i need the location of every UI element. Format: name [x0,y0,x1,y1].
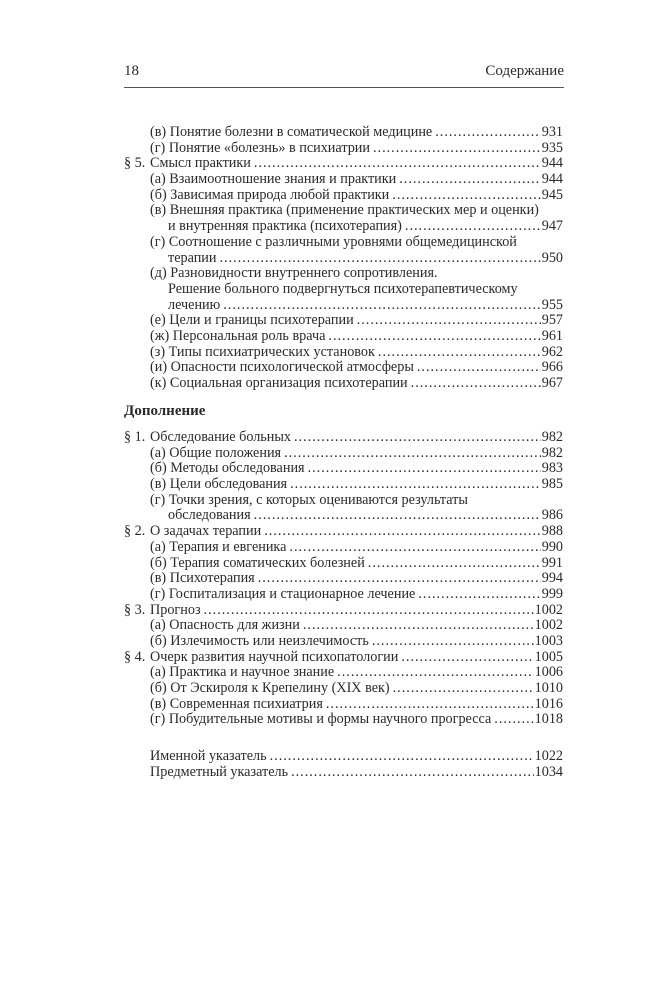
entry-title: (е) Цели и границы психотерапии [150,312,354,329]
entry-title: Предметный указатель [150,763,289,780]
page-ref: 983 [541,460,563,477]
dot-leader [223,298,540,314]
entry-title: (г) Госпитализация и стационарное лечение [150,585,416,602]
dot-leader [258,571,541,587]
dot-leader [393,681,534,697]
entry-title: (б) Методы обследования [150,460,305,477]
toc-entry[interactable] [124,360,563,376]
page-ref: 950 [541,249,563,266]
page-ref: 957 [541,312,563,329]
entry-title: (б) Излечимость или неизлечимость [150,632,369,649]
entry-title: (б) Зависимая природа любой практики [150,186,390,203]
page-ref: 994 [541,570,563,587]
entry-title: (а) Опасность для жизни [150,617,300,634]
page-ref: 962 [541,343,563,360]
page-ref: 985 [541,476,563,493]
toc-entry[interactable] [124,430,563,446]
dot-leader [328,329,540,345]
toc-entry[interactable] [124,524,563,540]
page-ref: 1022 [534,748,563,764]
page-ref: 1018 [534,711,563,728]
toc-entry[interactable] [124,634,563,650]
toc-entry[interactable] [124,587,563,603]
page-ref: 991 [541,554,563,571]
toc-entry[interactable] [124,571,563,587]
entry-title: лечению [168,296,221,313]
entry-title: и внутренняя практика (психотерапия) [168,218,402,235]
running-header [124,63,564,88]
page-ref: 931 [541,124,563,140]
toc-entry[interactable] [124,749,563,765]
toc-entry[interactable] [124,477,563,493]
dot-leader [435,125,540,141]
section-number: § 3. [124,601,146,618]
entry-title: (ж) Персональная роль врача [150,327,326,344]
dot-leader [418,587,540,603]
entry-title: Именной указатель [150,748,267,764]
section-number: § 5. [124,155,146,172]
dot-leader [411,376,541,392]
page-ref: 982 [541,429,563,445]
dot-leader [494,712,533,728]
page-ref: 1010 [534,680,563,696]
dot-leader [264,524,541,540]
entry-title: (и) Опасности психологической атмосферы [150,359,414,376]
entry-title: (г) Побудительные мотивы и формы научного прогресса [150,711,492,728]
dot-leader [401,650,533,666]
dot-leader [254,156,541,172]
page-ref: 945 [541,186,563,203]
dot-leader [308,461,541,477]
entry-title: (в) Цели обследования [150,476,288,493]
entry-title: (к) Социальная организация психотерапии [150,375,408,391]
page-ref: 1002 [534,601,563,618]
entry-title: (в) Современная психиатрия [150,695,323,712]
appendix-heading: Дополнение [124,403,206,419]
toc-entry[interactable] [124,313,563,329]
toc-entry[interactable] [124,141,563,157]
entry-title: (б) Терапия соматических болезней [150,554,365,571]
dot-leader [326,697,534,713]
entry-title: (а) Практика и научное знание [150,664,335,681]
entry-title: (з) Типы психиатрических установок [150,343,375,360]
dot-leader [294,430,541,446]
page-ref: 955 [541,296,563,313]
dot-leader [417,360,541,376]
toc-entry[interactable] [124,172,563,188]
page-ref: 1006 [534,664,563,681]
page-ref: 935 [541,139,563,156]
dot-leader [357,313,541,329]
toc-entry[interactable] [124,329,563,345]
dot-leader [337,665,533,681]
page-ref: 1034 [534,763,563,780]
page-ref: 999 [541,585,563,602]
toc-entry[interactable] [124,765,563,781]
dot-leader [405,219,541,235]
toc-entry[interactable] [124,266,563,313]
dot-leader [291,765,534,781]
dot-leader [254,508,541,524]
dot-leader [284,446,541,462]
entry-title: Решение больного подвергнуться психотерапевтическому [168,280,518,297]
page-ref: 944 [541,155,563,172]
entry-title: обследования [168,507,251,524]
toc-entry[interactable] [124,697,563,713]
toc-section-appendix [124,430,563,728]
entry-title: (б) От Эскироля к Крепелину (XIX век) [150,680,390,696]
page-ref: 1005 [534,648,563,665]
toc-entry[interactable] [124,203,563,234]
dot-leader [368,556,541,572]
entry-title: Очерк развития научной психопатологии [150,648,399,665]
toc-entry[interactable] [124,650,563,666]
page-ref: 944 [541,171,563,188]
page-number: 18 [124,63,139,79]
toc-entry[interactable] [124,556,563,572]
dot-leader [392,188,540,204]
entry-title: (г) Соотношение с различными уровнями общемедицинской [150,233,517,250]
toc-entry[interactable] [124,540,563,556]
toc-entry[interactable] [124,376,563,392]
toc-section-indexes [124,749,563,780]
toc-entry[interactable] [124,125,563,141]
toc-entry[interactable] [124,345,563,361]
toc-entry[interactable] [124,618,563,634]
page-ref: 1003 [534,632,563,649]
page-ref: 947 [541,218,563,235]
entry-title: (в) Понятие болезни в соматической медицине [150,124,433,140]
entry-title: (д) Разновидности внутреннего сопротивления. [150,265,438,282]
entry-title: Обследование больных [150,429,291,445]
dot-leader [378,345,541,361]
entry-title: (а) Общие положения [150,444,282,461]
entry-title: (в) Психотерапия [150,570,255,587]
toc-entry[interactable] [124,493,563,524]
toc-entry[interactable] [124,156,563,172]
page-ref: 986 [541,507,563,524]
toc-section-main [124,125,563,392]
dot-leader [270,749,534,765]
dot-leader [289,540,540,556]
section-number: § 2. [124,523,146,540]
dot-leader [204,603,534,619]
toc-entry[interactable] [124,603,563,619]
dot-leader [399,172,540,188]
page-ref: 1016 [534,695,563,712]
entry-title: (г) Точки зрения, с которых оцениваются результаты [150,491,468,508]
page-ref: 966 [541,359,563,376]
dot-leader [372,634,534,650]
toc-entry[interactable] [124,235,563,266]
page-ref: 967 [541,375,563,391]
toc-entry[interactable] [124,681,563,697]
page-ref: 990 [541,538,563,555]
toc-entry[interactable] [124,712,563,728]
dot-leader [290,477,541,493]
entry-title: (г) Понятие «болезнь» в психиатрии [150,139,370,156]
section-number: § 4. [124,648,146,665]
entry-title: терапии [168,249,217,266]
toc-entry[interactable] [124,188,563,204]
entry-title: (в) Внешняя практика (применение практических мер и оценки) [150,202,539,219]
dot-leader [373,141,541,157]
toc-entry[interactable] [124,665,563,681]
running-title: Содержание [485,63,564,79]
page-ref: 988 [541,523,563,540]
toc-entry[interactable] [124,461,563,477]
section-number: § 1. [124,429,146,445]
entry-title: (а) Терапия и евгеника [150,538,287,555]
toc-entry[interactable] [124,446,563,462]
dot-leader [303,618,534,634]
entry-title: (а) Взаимоотношение знания и практики [150,171,397,188]
entry-title: Смысл практики [150,155,251,172]
entry-title: О задачах терапии [150,523,262,540]
entry-title: Прогноз [150,601,201,618]
page-ref: 982 [541,444,563,461]
page-ref: 1002 [534,617,563,634]
dot-leader [219,251,540,267]
page-ref: 961 [541,327,563,344]
